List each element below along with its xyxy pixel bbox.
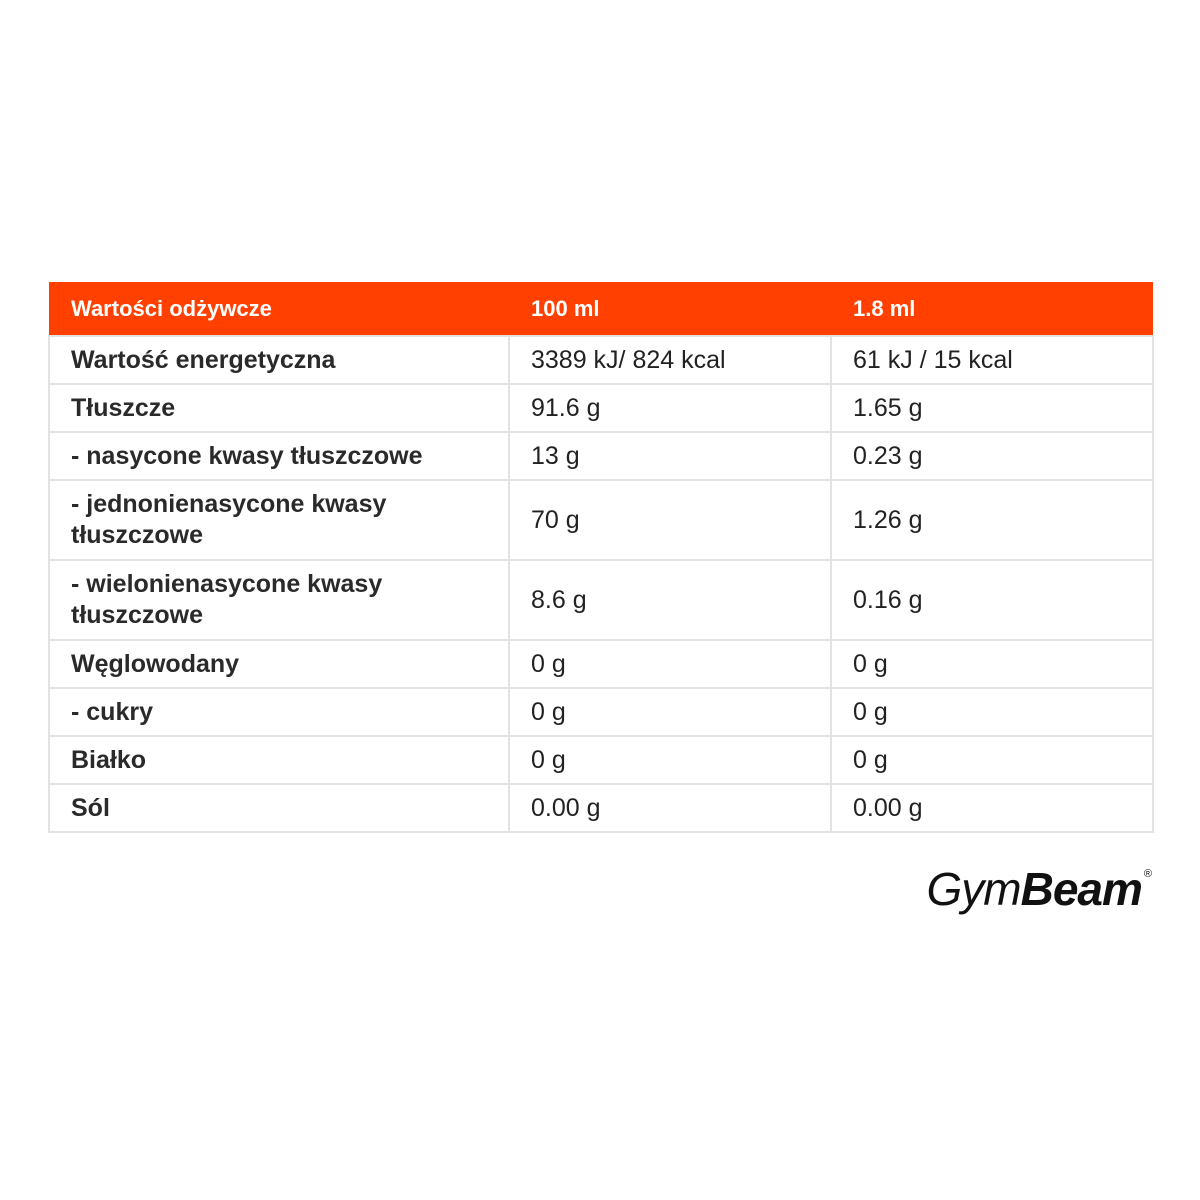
table-row — [49, 640, 1153, 688]
registered-mark-icon: ® — [1143, 868, 1152, 880]
nutrient-label: - wielonienasycone kwasy tłuszczowe — [49, 560, 509, 640]
table-row — [49, 736, 1153, 784]
table-row — [49, 480, 1153, 560]
header-nutrient: Wartości odżywcze — [49, 282, 509, 336]
value-per-serving: 0.16 g — [831, 560, 1153, 640]
nutrient-label: Sól — [49, 784, 509, 832]
nutrient-label: - nasycone kwasy tłuszczowe — [49, 432, 509, 480]
table-row — [49, 384, 1153, 432]
value-per-100ml: 70 g — [509, 480, 831, 560]
nutrient-label: Wartość energetyczna — [49, 336, 509, 384]
table-header — [49, 282, 1153, 336]
logo-text-beam: Beam — [1020, 863, 1142, 915]
value-per-100ml: 8.6 g — [509, 560, 831, 640]
gymbeam-logo — [926, 862, 1152, 922]
value-per-100ml: 0 g — [509, 736, 831, 784]
table-body — [49, 336, 1153, 832]
value-per-100ml: 13 g — [509, 432, 831, 480]
table-row — [49, 560, 1153, 640]
table-row — [49, 336, 1153, 384]
table-row — [49, 784, 1153, 832]
value-per-serving: 0 g — [831, 640, 1153, 688]
value-per-100ml: 0.00 g — [509, 784, 831, 832]
value-per-serving: 1.65 g — [831, 384, 1153, 432]
nutrient-label: Węglowodany — [49, 640, 509, 688]
header-per-serving: 1.8 ml — [831, 282, 1153, 336]
value-per-100ml: 0 g — [509, 688, 831, 736]
nutrient-label: - cukry — [49, 688, 509, 736]
logo-text-gym: Gym — [926, 863, 1021, 915]
table-row — [49, 432, 1153, 480]
value-per-serving: 0 g — [831, 736, 1153, 784]
value-per-100ml: 3389 kJ/ 824 kcal — [509, 336, 831, 384]
value-per-100ml: 0 g — [509, 640, 831, 688]
value-per-serving: 0.00 g — [831, 784, 1153, 832]
nutrient-label: Białko — [49, 736, 509, 784]
header-per-100ml: 100 ml — [509, 282, 831, 336]
nutrient-label: Tłuszcze — [49, 384, 509, 432]
nutrient-label: - jednonienasycone kwasy tłuszczowe — [49, 480, 509, 560]
nutrition-table — [48, 282, 1154, 833]
value-per-serving: 0.23 g — [831, 432, 1153, 480]
table-row — [49, 688, 1153, 736]
value-per-serving: 1.26 g — [831, 480, 1153, 560]
value-per-100ml: 91.6 g — [509, 384, 831, 432]
value-per-serving: 0 g — [831, 688, 1153, 736]
value-per-serving: 61 kJ / 15 kcal — [831, 336, 1153, 384]
header-row — [49, 282, 1153, 336]
